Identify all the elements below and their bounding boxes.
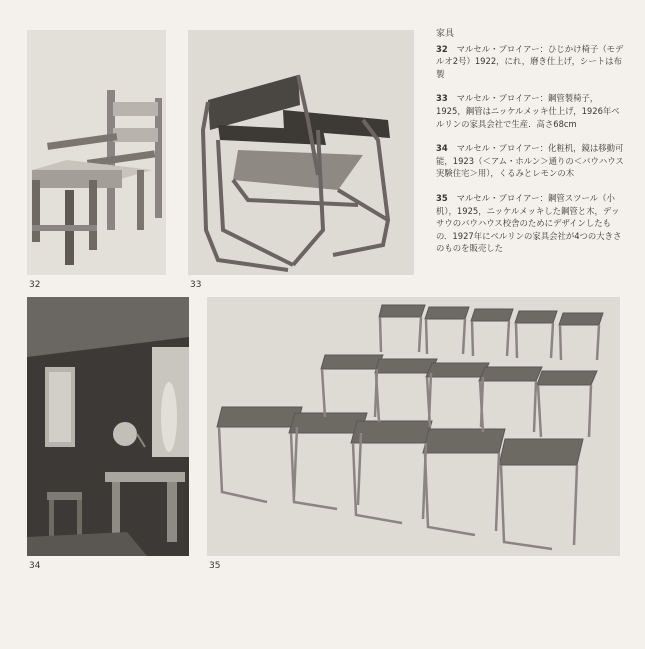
- section-title: 家具: [436, 29, 455, 39]
- figure-number-34: 34: [29, 561, 41, 571]
- caption-35: [436, 192, 626, 255]
- caption-number-35: 35: [436, 192, 448, 203]
- photo-32-armchair: [27, 30, 166, 275]
- stools-illustration: [207, 297, 620, 556]
- photo-35-stools: [207, 297, 620, 556]
- captions-panel: [436, 28, 626, 267]
- caption-text-32: マルセル・ブロイアー：ひじかけ椅子（モデルオ2号）1922，にれ，磨き仕上げ，シートは布製: [436, 43, 624, 79]
- caption-32: [436, 43, 626, 81]
- caption-number-34: 34: [436, 143, 448, 154]
- caption-text-34: マルセル・ブロイアー：化粧机，鏡は移動可能，1923（＜アム・ホルン＞通りの＜バウハウス実験住宅＞用），くるみとレモンの木: [436, 143, 624, 179]
- caption-34: [436, 142, 626, 180]
- interior-illustration: [27, 297, 189, 556]
- figure-number-32: 32: [29, 280, 41, 290]
- photo-33-steel-chair: [188, 30, 414, 275]
- figure-number-33: 33: [190, 280, 202, 290]
- caption-text-35: マルセル・ブロイアー：鋼管スツール（小机），1925，ニッケルメッキした鋼管と木，デッサウのバウハウス校舎のためにデザインしたもの．1927年にベルリンの家具会社が4つの大きさのものを販売した: [436, 192, 622, 254]
- caption-33: [436, 92, 626, 130]
- caption-text-33: マルセル・ブロイアー：鋼管製椅子，1925，鋼管はニッケルメッキ仕上げ，1926年ベルリンの家具会社で生産．高さ68cm: [436, 93, 620, 129]
- figure-number-35: 35: [209, 561, 221, 571]
- caption-number-33: 33: [436, 93, 448, 104]
- photo-34-interior: [27, 297, 189, 556]
- armchair-illustration: [27, 30, 166, 275]
- steel-chair-illustration: [188, 30, 414, 275]
- caption-number-32: 32: [436, 43, 448, 54]
